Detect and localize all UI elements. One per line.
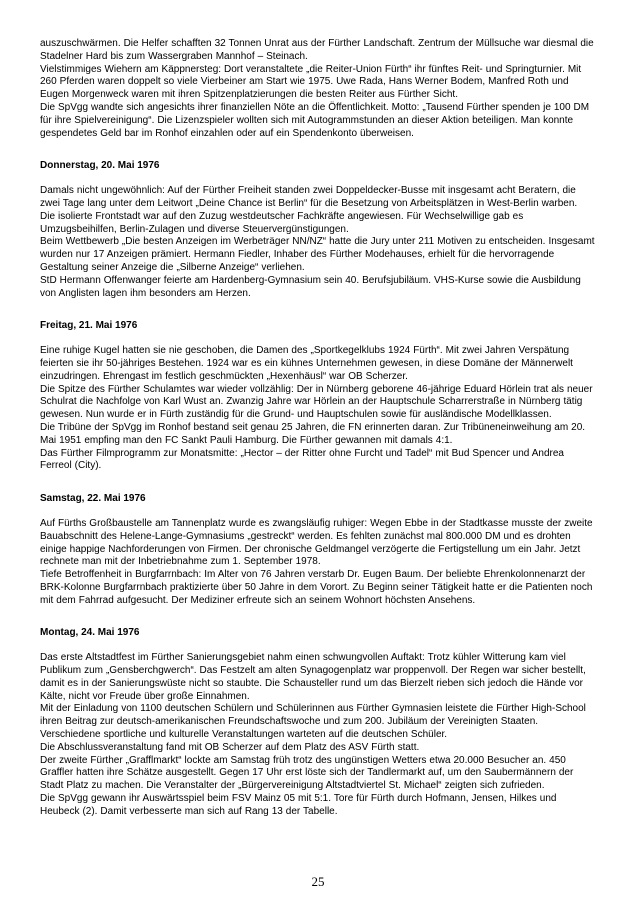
paragraph: Die Spitze des Fürther Schulamtes war wieder vollzählig: Der in Nürnberg geborene 46-jährige Eduard Hörlein trat als neuer Schulrat die Nachfolge von Karl Wust an. Zwanzig Jahre war Hörlein an der Hauptschule Scharrerstraße in Nürnberg tätig gewesen. Nun wurde er in Fürth zuständig für die Grund- und Hauptschulen sowie für ausländische Modellklassen.	[40, 383, 593, 421]
paragraph: Der zweite Fürther „Grafflmarkt“ lockte am Samstag früh trotz des ungünstigen Wetters etwa 20.000 Besucher an. 450 Graffler hatten ihre Schätze ausgestellt. Gegen 17 Uhr erst löste sich der Tandlermarkt auf, um den Saubermännern der Stadt Platz zu machen. Die Veranstalter der „Bürgervereinigung Altstadtviertel St. Michael“ zeigten sich zufrieden.	[40, 754, 574, 792]
paragraph: auszuschwärmen. Die Helfer schafften 32 Tonnen Unrat aus der Fürther Landschaft. Zentrum der Müllsuche war diesmal die Stadelner Hard bis zum Wassergraben Mannhof – Steinach.	[40, 38, 594, 62]
paragraph: Tiefe Betroffenheit in Burgfarrnbach: Im Alter von 76 Jahren verstarb Dr. Eugen Baum. Der beliebte Ehrenkolonnenarzt der BRK-Kolonne Burgfarrnbach praktizierte über 50 Jahre in dem Vorort. Zu Beginn seiner Tätigkeit hatte er die Patienten noch mit dem Fahrrad aufgesucht. Der Mediziner erfreute sich an seinem Wohnort höchsten Ansehens.	[40, 569, 593, 606]
section-heading: Donnerstag, 20. Mai 1976	[40, 160, 160, 172]
paragraph: Damals nicht ungewöhnlich: Auf der Fürther Freiheit standen zwei Doppeldecker-Busse mit insgesamt acht Beratern, die zwei Tage lang unter dem Leitwort „Deine Chance ist Berlin“ für die Besetzung von Arbeitsplätzen in West-Berlin warben. Die isolierte Frontstadt war auf den Zuzug westdeutscher Fachkräfte angewiesen. Für Wechselwillige gab es Umzugsbeihilfen, Berlin-Zulagen und diverse Steuervergünstigungen.	[40, 185, 578, 235]
paragraph: Die Tribüne der SpVgg im Ronhof bestand seit genau 25 Jahren, die FN erinnerten daran. Zur Tribüneneinweihung am 20. Mai 1951 empfing man den FC Sankt Pauli Hamburg. Die Fürther gewannen mit damals 4:1.	[40, 421, 586, 446]
paragraph: Die Abschlussveranstaltung fand mit OB Scherzer auf dem Platz des ASV Fürth statt.	[40, 741, 420, 753]
paragraph: Das Fürther Filmprogramm zur Monatsmitte: „Hector – der Ritter ohne Furcht und Tadel“ mit Bud Spencer und Andrea Ferreol (City).	[40, 447, 564, 472]
section-heading: Samstag, 22. Mai 1976	[40, 493, 146, 505]
section-heading: Freitag, 21. Mai 1976	[40, 320, 138, 332]
paragraph: Die SpVgg wandte sich angesichts ihrer finanziellen Nöte an die Öffentlichkeit. Motto: „Tausend Fürther spenden je 100 DM für ihre Spielvereinigung“. Die Lizenzspieler wollten sich mit Autogrammstunden an dieser Aktion beteiligen. Man konnte gespendetes Geld bar im Ronhof einzahlen oder auf ein Spendenkonto überweisen.	[40, 101, 590, 139]
section-heading: Montag, 24. Mai 1976	[40, 627, 140, 639]
paragraph: Beim Wettbewerb „Die besten Anzeigen im Werbeträger NN/NZ“ hatte die Jury unter 211 Motiven zu entscheiden. Insgesamt wurden nur 17 Anzeigen prämiert. Hermann Fiedler, Inhaber des Fürther Modehauses, erhielt für die hervorragende Gestaltung seiner Anzeige die „Silberne Anzeige“ verliehen.	[40, 236, 595, 273]
paragraph: Mit der Einladung von 1100 deutschen Schülern und Schülerinnen aus Fürther Gymnasien leistete die Fürther High-School ihren Beitrag zur deutsch-amerikanischen Freundschaftswoche und zum 200. Jubiläum der Vereinigten Staaten. Verschiedene sportliche und kulturelle Veranstaltungen warteten auf die deutschen Schüler.	[40, 703, 586, 741]
paragraph: Auf Fürths Großbaustelle am Tannenplatz wurde es zwangsläufig ruhiger: Wegen Ebbe in der Stadtkasse musste der zweite Bauabschnitt des Helene-Lange-Gymnasiums „gestreckt“ werden. Es fehlten zunächst mal 800.000 DM und es drohten einige happige Nachforderungen von Firmen. Der chronische Geldmangel verzögerte die Fertigstellung um ein Jahr. Jetzt rechnete man mit der Inbetriebnahme zum 1. September 1978.	[40, 517, 593, 568]
paragraph: Eine ruhige Kugel hatten sie nie geschoben, die Damen des „Sportkegelklubs 1924 Fürth“. Mit zwei Jahren Verspätung feierten sie ihr 50-jähriges Bestehen. 1924 war es ein kühnes Unternehmen gewesen, in diese Domäne der Männerwelt einzudringen. Ehrengast im festlich geschmückten „Hexenhäusl“ war OB Scherzer.	[40, 345, 573, 382]
paragraph: Das erste Altstadtfest im Fürther Sanierungsgebiet nahm einen schwungvollen Auftakt: Trotz kühler Witterung kam viel Publikum zum „Gensberchgwerch“. Das Festzelt am alten Synagogenplatz war proppenvoll. Der Regen war sicher bestellt, damit es in der Sanierungswüste nicht so staubte. Die Schausteller rund um das Bierzelt rieben sich jedoch die Hände vor Kälte, nicht vor Freude über große Einnahmen.	[40, 652, 586, 702]
paragraph: Die SpVgg gewann ihr Auswärtsspiel beim FSV Mainz 05 mit 5:1. Tore für Fürth durch Hofmann, Jensen, Hilkes und Heubeck (2). Damit verbesserte man sich auf Rang 13 der Tabelle.	[40, 793, 557, 817]
paragraph: Vielstimmiges Wiehern am Käppnersteg: Dort veranstaltete „die Reiter-Union Fürth“ ihr fünftes Reit- und Springturnier. Mit 260 Pferden waren doppelt so viele Vierbeiner am Start wie 1975. Uwe Rada, Hans Werner Bodem, Manfred Roth und Eugen Morgenweck waren mit ihren Spitzenplatzierungen die besten Reiter aus Fürther Sicht.	[40, 63, 582, 101]
document-body	[40, 38, 595, 819]
paragraph: StD Hermann Offenwanger feierte am Hardenberg-Gymnasium sein 40. Berufsjubiläum. VHS-Kurse sowie die Ausbildung von Anglisten lagen ihm besonders am Herzen.	[40, 274, 581, 299]
page-number: 25	[311, 874, 325, 889]
